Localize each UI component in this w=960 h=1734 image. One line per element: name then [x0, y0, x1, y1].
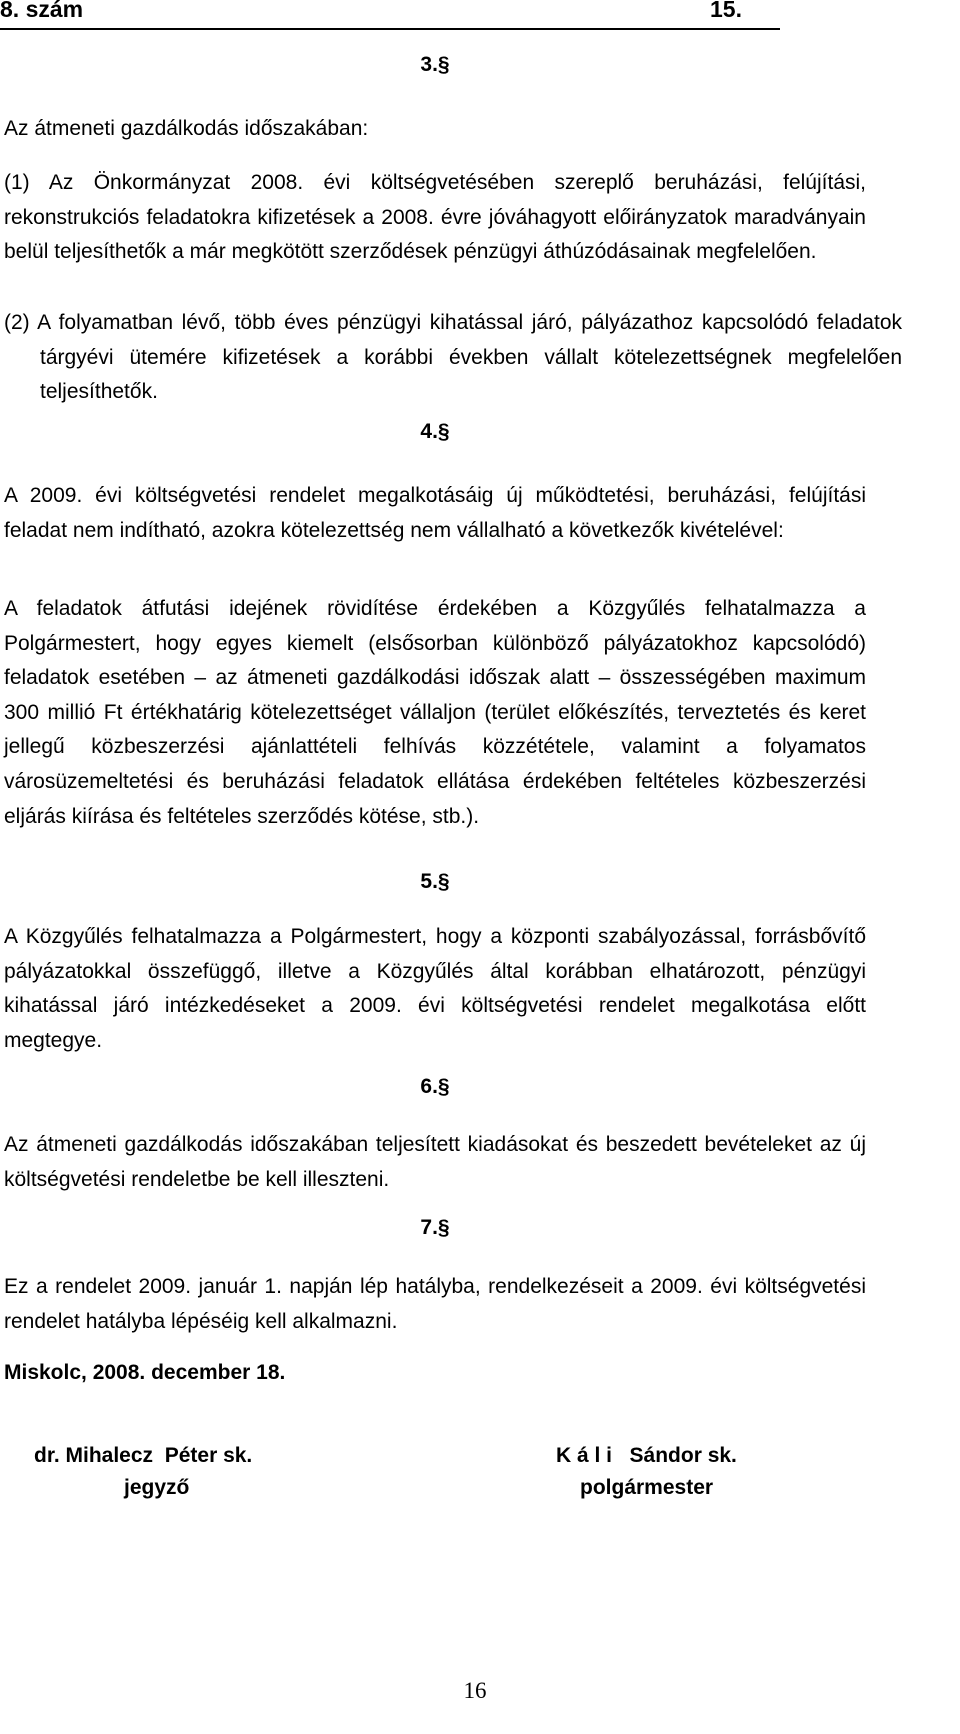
header-page-number: 15. — [710, 0, 742, 22]
place-and-date: Miskolc, 2008. december 18. — [4, 1361, 286, 1384]
signature-right-title: polgármester — [580, 1476, 714, 1499]
page-header — [0, 0, 780, 30]
paragraph-4-b: A feladatok átfutási idejének rövidítése érdekében a Közgyűlés felhatalmazza a Polgármestert, hogy egyes kiemelt (elsősorban különböző pályázatokhoz kapcsolódó) feladatok esetében – az átmeneti gazdálkodási időszak alatt – összességében maximum 300 millió Ft értékhatárig kötelezettséget vállaljon (terület előkészítés, terveztetés és keret jellegű közbeszerzési ajánlattételi felhívás közzététele, valamint a folyamatos városüzemeltetési és beruházási feladatok ellátása érdekében feltételes közbeszerzési eljárás kiírása és feltételes szerződés kötése, stb.). — [4, 597, 866, 828]
section-4-heading: 4.§ — [420, 420, 450, 443]
signature-left-name: dr. Mihalecz Péter sk. — [34, 1444, 253, 1467]
paragraph-6: Az átmeneti gazdálkodás időszakában teljesített kiadásokat és beszedett bevételeket az új költségvetési rendeletbe be kell illeszteni. — [4, 1133, 866, 1191]
section-5-heading: 5.§ — [420, 870, 450, 893]
signature-left-title: jegyző — [124, 1476, 190, 1499]
section-3-heading: 3.§ — [420, 53, 450, 76]
paragraph-3-2: (2) A folyamatban lévő, több éves pénzügyi kihatással járó, pályázathoz kapcsolódó feladatok tárgyévi ütemére kifizetések a korábbi években vállalt kötelezettségnek megfelelően teljesíthetők. — [4, 311, 902, 404]
section-6-heading: 6.§ — [420, 1075, 450, 1098]
paragraph-3-1: (1) Az Önkormányzat 2008. évi költségvetésében szereplő beruházási, felújítási, rekonstrukciós feladatokra kifizetések a 2008. évre jóváhagyott előirányzatok maradványain belül teljesíthetők a már megkötött szerződések pénzügyi áthúzódásainak megfelelően. — [4, 171, 866, 264]
paragraph-5: A Közgyűlés felhatalmazza a Polgármestert, hogy a központi szabályozással, forrásbővítő pályázatokkal összefüggő, illetve a Közgyűlés által korábban elhatározott, pénzügyi kihatással járó intézkedéseket a 2009. évi költségvetési rendelet megalkotása előtt megtegye. — [4, 925, 866, 1052]
paragraph-4-a: A 2009. évi költségvetési rendelet megalkotásáig új működtetési, beruházási, felújítási feladat nem indítható, azokra kötelezettség nem vállalható a következők kivételével: — [4, 484, 866, 542]
footer-page-number: 16 — [463, 1678, 487, 1703]
issue-number: 8. szám — [0, 0, 84, 22]
paragraph-7: Ez a rendelet 2009. január 1. napján lép hatályba, rendelkezéseit a 2009. évi költségvetési rendelet hatályba lépéséig kell alkalmazni. — [4, 1275, 866, 1333]
section-7-heading: 7.§ — [420, 1216, 450, 1239]
signature-right-name: K á l i Sándor sk. — [556, 1444, 737, 1467]
intro-paragraph: Az átmeneti gazdálkodás időszakában: — [4, 117, 369, 140]
